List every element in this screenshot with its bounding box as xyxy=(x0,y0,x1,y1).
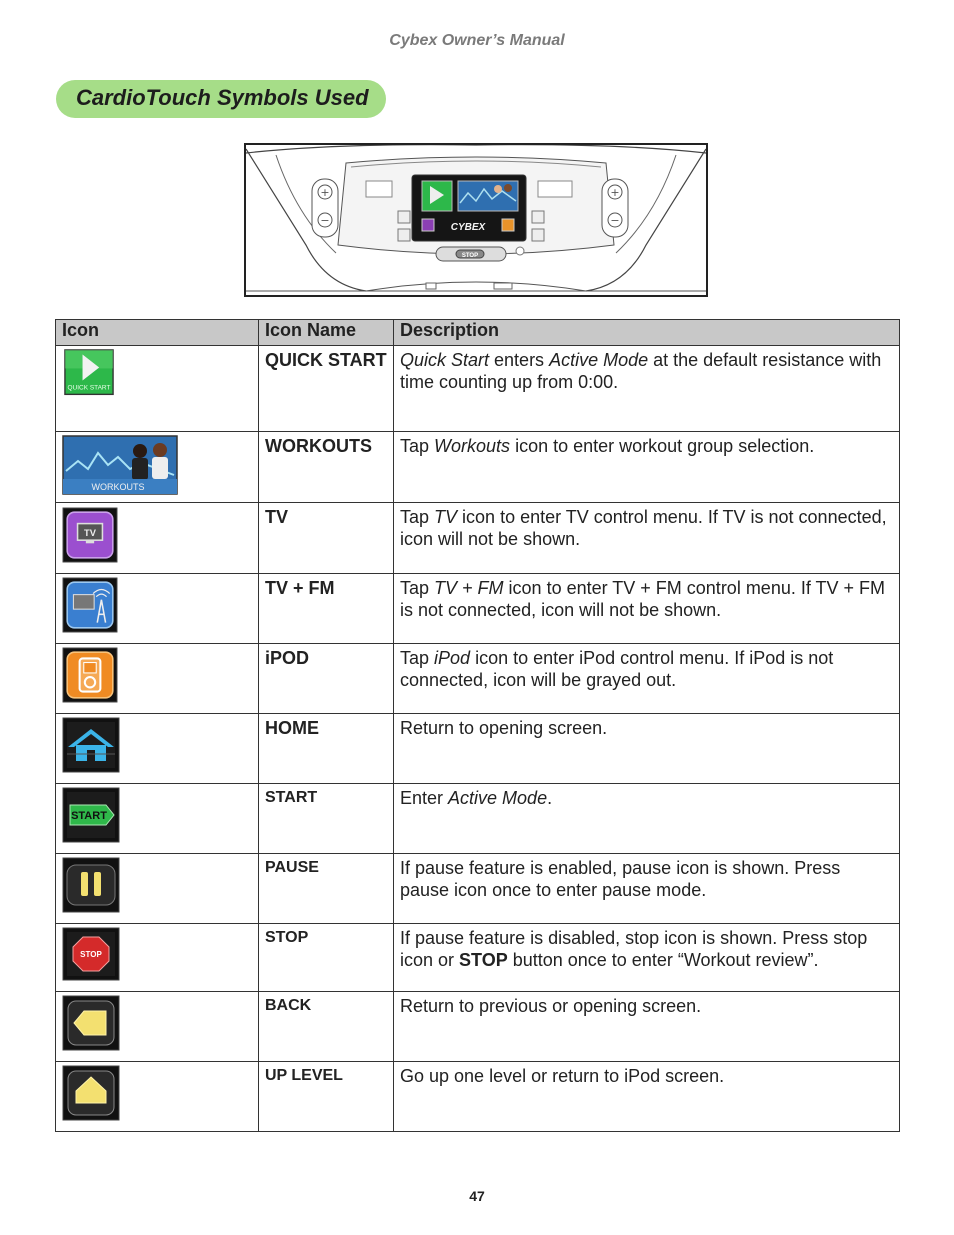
workouts-icon xyxy=(62,435,178,495)
description-text: Return to opening screen. xyxy=(400,718,608,738)
description-cell xyxy=(394,1062,900,1132)
start-icon xyxy=(62,787,120,843)
start-icon-text: START xyxy=(71,810,107,822)
description-text: Tap xyxy=(400,578,435,598)
header-icon-name: Icon Name xyxy=(259,320,394,346)
console-stop-label: STOP xyxy=(461,253,479,259)
description-text: Tap xyxy=(400,507,435,527)
running-header: Cybex Owner’s Manual xyxy=(389,32,565,49)
icon-name-cell: STOP xyxy=(259,924,394,992)
ipod-icon xyxy=(62,647,118,703)
description-text: If pause feature is disabled, stop icon is shown. Press stop icon or xyxy=(400,928,868,970)
description-text: at the default resistance with time counting up from 0:00. xyxy=(400,350,882,392)
description-text: enters xyxy=(489,350,550,370)
icon-cell xyxy=(56,1062,259,1132)
description-cell xyxy=(394,854,900,924)
description-text: Active Mode xyxy=(448,788,548,808)
symbols-table xyxy=(55,319,900,1132)
description-text: Tap xyxy=(400,436,435,456)
svg-text:−: − xyxy=(610,214,620,227)
description-text: If pause feature is enabled, pause icon is shown. Press pause icon once to enter pause mode. xyxy=(400,858,841,900)
table-row xyxy=(56,1062,900,1132)
stop-icon-text: STOP xyxy=(80,950,102,959)
icon-cell xyxy=(56,854,259,924)
icon-name-cell: HOME xyxy=(259,714,394,784)
description-cell xyxy=(394,924,900,992)
table-row xyxy=(56,432,900,503)
description-text: icon to enter TV + FM control menu. If TV + FM is not connected, icon will not be shown. xyxy=(400,578,886,620)
icon-name-cell: PAUSE xyxy=(259,854,394,924)
icon-name-cell: START xyxy=(259,784,394,854)
description-text: STOP xyxy=(459,950,508,970)
tv-fm-icon xyxy=(62,577,118,633)
icon-cell xyxy=(56,714,259,784)
icon-cell xyxy=(56,432,259,503)
description-cell xyxy=(394,784,900,854)
icon-name-cell: iPOD xyxy=(259,644,394,714)
console-drawing xyxy=(246,145,706,295)
description-text: Tap xyxy=(400,648,435,668)
icon-cell xyxy=(56,346,259,432)
header-icon: Icon xyxy=(56,320,259,346)
workouts-icon-text: WORKOUTS xyxy=(91,482,145,492)
table-row xyxy=(56,992,900,1062)
icon-cell xyxy=(56,644,259,714)
quick-start-icon-text: QUICK START xyxy=(67,384,111,392)
table-row xyxy=(56,714,900,784)
description-cell xyxy=(394,574,900,644)
table-row xyxy=(56,503,900,574)
home-icon xyxy=(62,717,120,773)
section-title: CardioTouch Symbols Used xyxy=(76,85,369,110)
console-illustration xyxy=(244,143,708,297)
icon-name-cell: QUICK START xyxy=(259,346,394,432)
description-text: iPod xyxy=(434,648,471,668)
pause-icon xyxy=(62,857,120,913)
table-row xyxy=(56,574,900,644)
description-cell xyxy=(394,714,900,784)
icon-cell xyxy=(56,503,259,574)
icon-cell xyxy=(56,784,259,854)
icon-name-cell: BACK xyxy=(259,992,394,1062)
description-cell xyxy=(394,346,900,432)
svg-text:+: + xyxy=(320,186,330,199)
tv-icon-text: TV xyxy=(84,528,96,539)
description-text: Go up one level or return to iPod screen. xyxy=(400,1066,725,1086)
description-text: TV xyxy=(434,507,458,527)
icon-cell xyxy=(56,574,259,644)
description-text: . xyxy=(547,788,553,808)
console-brand: CYBEX xyxy=(450,222,486,233)
description-text: TV + FM xyxy=(434,578,504,598)
description-text: icon to enter TV control menu. If TV is not connected, icon will not be shown. xyxy=(400,507,887,549)
header-description: Description xyxy=(394,320,900,346)
description-text: Return to previous or opening screen. xyxy=(400,996,702,1016)
description-cell xyxy=(394,503,900,574)
table-row xyxy=(56,784,900,854)
description-text: Active Mode xyxy=(549,350,649,370)
page-number: 47 xyxy=(469,1188,485,1204)
table-row xyxy=(56,854,900,924)
up-level-icon xyxy=(62,1065,120,1121)
table-header-row xyxy=(56,320,900,346)
icon-cell xyxy=(56,992,259,1062)
description-text: button once to enter “Workout review”. xyxy=(507,950,819,970)
svg-text:−: − xyxy=(320,214,330,227)
icon-name-cell: TV xyxy=(259,503,394,574)
back-icon xyxy=(62,995,120,1051)
description-text: icon to enter iPod control menu. If iPod is not connected, icon will be grayed out. xyxy=(400,648,834,690)
table-row xyxy=(56,644,900,714)
icon-name-cell: UP LEVEL xyxy=(259,1062,394,1132)
description-text: Workouts xyxy=(434,436,511,456)
table-row xyxy=(56,346,900,432)
section-title-pill xyxy=(56,80,386,118)
table-row xyxy=(56,924,900,992)
icon-name-cell: WORKOUTS xyxy=(259,432,394,503)
stop-icon xyxy=(62,927,120,981)
tv-icon xyxy=(62,506,118,564)
description-text: icon to enter workout group selection. xyxy=(510,436,815,456)
quick-start-icon xyxy=(62,349,116,399)
description-text: Quick Start xyxy=(400,350,490,370)
svg-text:+: + xyxy=(610,186,620,199)
description-text: Enter xyxy=(400,788,449,808)
description-cell xyxy=(394,644,900,714)
description-cell xyxy=(394,432,900,503)
icon-cell xyxy=(56,924,259,992)
icon-name-cell: TV + FM xyxy=(259,574,394,644)
description-cell xyxy=(394,992,900,1062)
